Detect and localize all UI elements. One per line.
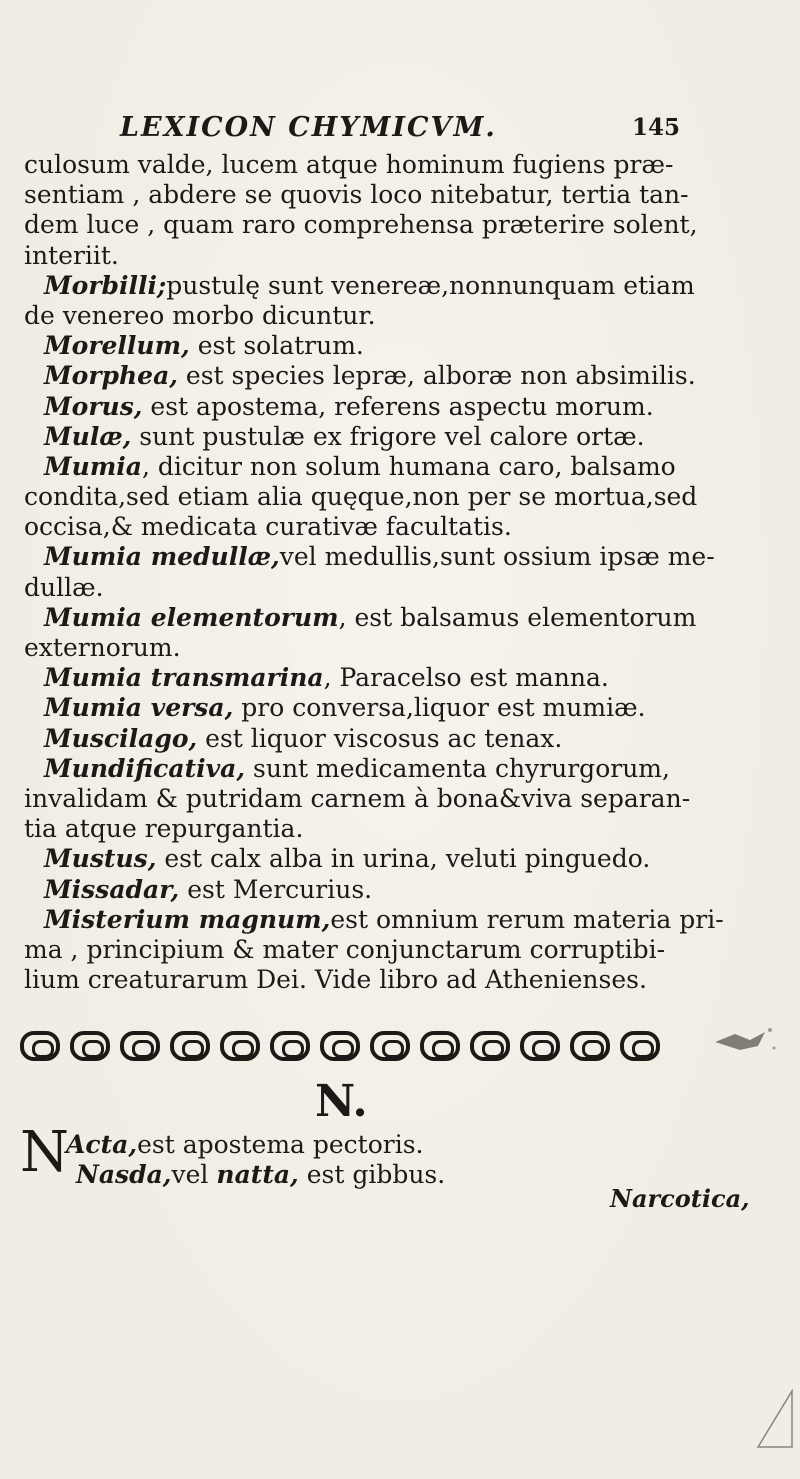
entry-line — [24, 633, 674, 663]
entry-line — [24, 331, 674, 361]
entry-line — [24, 814, 674, 844]
entry-headword: Morphea, — [44, 361, 178, 391]
entry-line — [24, 875, 674, 905]
ornament-unit — [520, 1031, 560, 1061]
entry-line — [24, 241, 674, 271]
entry-text: est solatrum. — [189, 331, 364, 361]
ornament-unit — [70, 1031, 110, 1061]
entry-text: est gibbus. — [298, 1160, 446, 1190]
entry-line — [24, 754, 674, 784]
catchword: Narcotica, — [610, 1184, 750, 1213]
entry-text: est calx alba in urina, veluti pinguedo. — [156, 844, 651, 874]
entry-line — [24, 452, 674, 482]
entry-line — [24, 512, 674, 542]
entry-text: vel medullis,sunt ossium ipsæ me- — [279, 542, 715, 572]
entry-line — [24, 392, 674, 422]
entry-headword: Mumia — [44, 451, 142, 481]
ornament-unit — [370, 1031, 410, 1061]
ornament-unit — [20, 1031, 60, 1061]
ornament-unit — [220, 1031, 260, 1061]
entry-headword: Nasda, — [76, 1160, 172, 1190]
page-corner-smudge-icon — [754, 1389, 794, 1449]
entry-headword-variant: natta, — [216, 1160, 299, 1190]
entry-text: condita,sed etiam alia quęque,non per se mortua,sed — [24, 482, 698, 512]
entry-text: interiit. — [24, 240, 119, 270]
entry-line — [24, 573, 674, 603]
entry-line — [66, 1160, 445, 1190]
entry-text: sunt pustulæ ex frigore vel calore ortæ. — [131, 421, 645, 451]
entry-line — [24, 301, 674, 331]
entry-text: est omnium rerum materia pri- — [330, 904, 724, 934]
entry-headword: Morellum, — [44, 331, 190, 361]
entry-text: est apostema, referens aspectu morum. — [142, 391, 654, 421]
entry-text: , Paracelso est manna. — [323, 663, 609, 693]
entry-line — [24, 482, 698, 512]
entry-line — [66, 1130, 445, 1160]
ornament-unit — [570, 1031, 610, 1061]
entry-text: culosum valde, lucem atque hominum fugiens præ- — [24, 150, 674, 179]
entry-headword: Mustus, — [44, 844, 157, 874]
entry-headword: Muscilago, — [44, 723, 198, 753]
entry-headword: Morbilli; — [44, 270, 167, 300]
entry-headword: Mumia versa, — [44, 693, 234, 723]
entry-line — [24, 844, 674, 874]
entry-line — [24, 270, 695, 301]
entry-text: occisa,& medicata curativæ facultatis. — [24, 512, 512, 542]
ornament-unit — [470, 1031, 510, 1061]
running-title: LEXICON CHYMICVM. — [120, 112, 497, 143]
entry-headword: Mumia elementorum — [44, 602, 339, 632]
entry-line — [24, 724, 674, 754]
ornament-unit — [170, 1031, 210, 1061]
entry-text: sentiam , abdere se quovis loco nitebatur, tertia tan- — [24, 180, 689, 210]
entry-line — [24, 422, 674, 452]
entry-line — [24, 210, 698, 240]
ink-stain-icon — [710, 1022, 780, 1058]
page-header — [120, 112, 680, 152]
entry-text: est Mercurius. — [179, 874, 373, 904]
entry-text: lium creaturarum Dei. Vide libro ad Athenienses. — [24, 965, 647, 995]
entry-headword: Mumia medullæ, — [44, 542, 280, 572]
entry-headword: Missadar, — [44, 874, 180, 904]
entry-headword: Mundificativa, — [44, 753, 246, 783]
entry-headword: Mumia transmarina — [44, 663, 324, 693]
entry-text: est apostema pectoris. — [137, 1130, 424, 1159]
entry-line — [24, 180, 689, 210]
entry-text: pro conversa,liquor est mumiæ. — [233, 693, 646, 723]
entry-headword: Mulæ, — [44, 421, 132, 451]
entry-text: invalidam & putridam carnem à bona&viva separan- — [24, 783, 691, 813]
entry-text: pustulę sunt venereæ,nonnunquam etiam — [166, 270, 695, 300]
entry-text: vel — [171, 1160, 217, 1190]
entry-text: sunt medicamenta chyrurgorum, — [245, 753, 670, 783]
entry-headword: Acta, — [66, 1130, 138, 1159]
ornament-unit — [120, 1031, 160, 1061]
entry-line — [24, 150, 674, 180]
entry-text: , est balsamus elementorum — [338, 602, 697, 632]
entry-text: ma , principium & mater conjunctarum corruptibi- — [24, 934, 666, 964]
entry-line — [24, 935, 674, 965]
entry-text: externorum. — [24, 633, 181, 662]
section-heading-letter: N. — [315, 1076, 368, 1127]
lexicon-entries — [24, 150, 724, 995]
entry-text: dullæ. — [24, 572, 104, 602]
entry-headword: Morus, — [44, 391, 143, 421]
ornament-unit — [270, 1031, 310, 1061]
entry-text: dem luce , quam raro comprehensa præterire solent, — [24, 210, 698, 240]
entry-line — [24, 783, 691, 814]
page-number: 145 — [631, 114, 680, 141]
ornament-unit — [420, 1031, 460, 1061]
entry-text: tia atque repurgantia. — [24, 814, 304, 844]
entry-headword: Misterium magnum, — [44, 904, 331, 934]
entry-text: de venereo morbo dicuntur. — [24, 300, 376, 330]
entry-line — [24, 965, 674, 995]
entry-text: est liquor viscosus ac tenax. — [197, 723, 563, 753]
entry-text: est species lepræ, alboræ non absimilis. — [177, 361, 696, 391]
decorative-ornament-band — [20, 1024, 660, 1068]
entry-line — [24, 904, 724, 935]
entry-line — [24, 693, 674, 723]
ornament-unit — [320, 1031, 360, 1061]
entry-line — [24, 602, 697, 633]
ornament-unit — [620, 1031, 660, 1061]
drop-cap: N — [20, 1120, 69, 1185]
entry-line — [24, 663, 674, 693]
entry-line — [24, 542, 715, 572]
entry-text: , dicitur non solum humana caro, balsamo — [142, 451, 676, 481]
entry-line — [24, 361, 696, 391]
